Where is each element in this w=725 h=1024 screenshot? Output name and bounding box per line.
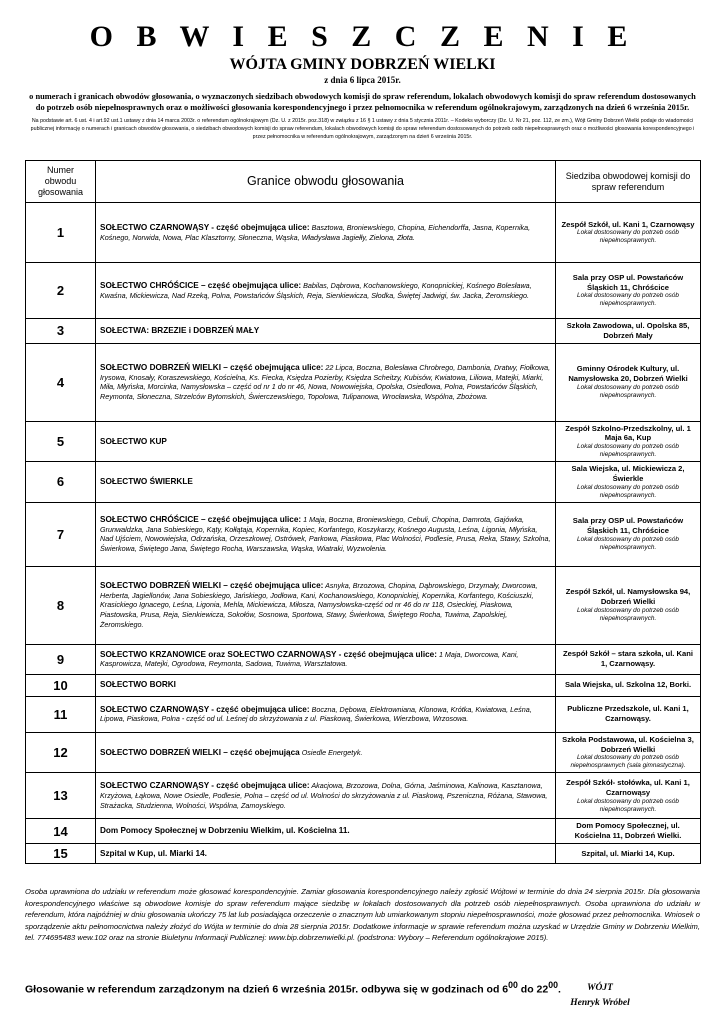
table-row [26, 203, 701, 263]
district-number: 2 [26, 263, 96, 319]
district-lead: SOŁECTWO DOBRZEŃ WIELKI – część obejmująca ulice: [100, 362, 324, 372]
table-row [26, 843, 701, 863]
district-boundaries [96, 819, 556, 844]
seat-address: Sala przy OSP ul. Powstańców Śląskich 11, Chróścice [572, 516, 684, 536]
district-lead: SOŁECTWO CZARNOWĄSY - część obejmująca ulice: [100, 781, 310, 791]
document-intro: o numerach i granicach obwodów głosowania, o wyznaczonych siedzibach obwodowych komisji do spraw referendum, lokalach obwodowych komisji do spraw referendum dostosowanych do potrzeb osób niepełnosprawnych oraz o możliwości głosowania korespondencyjnego i przez pełnomocnika w referendum ogólnokrajowym, zarządzonych na dzień 6 września 2015r. [29, 92, 696, 112]
voting-hours-to-minutes: 00 [548, 980, 558, 990]
voting-hours [25, 979, 605, 997]
commission-seat [556, 502, 701, 566]
district-boundaries [96, 462, 556, 503]
district-streets: Basztowa, Broniewskiego, Chopina, Eichendorffa, Jasna, Kopernika, Kośnego, Norwida, Nowa, Plac Klasztorny, Słoneczna, Wąska, Władysława Jagiełły, Zielona, Złota. [100, 222, 531, 242]
seat-address: Szkoła Podstawowa, ul. Kościelna 3, Dobrzeń Wielki [562, 734, 694, 754]
district-streets: 1 Maja, Boczna, Broniewskiego, Cebuli, Chopina, Damrota, Gajówka, Grunwaldzka, Jana Sobieskiego, Kąty, Kołłątaja, Kopernika, Kopiec, Korfantego, Koszykarzy, Kośnego Augusta, Leśna, Ligonia, Młyńska, Nad Ujściem, Nowowiejska, Odrzańska, Orzeszkowej, Ostrówek, Parkowa, Piaskowa, Plac Wolności, Podlesie, Prusa, Reka, Stawy, Szkolna, Świerkowa, Świętego Jana, Świętego Rocha, Warszawska, Wąska, Wiatraki, Wyzwolenia. [100, 515, 551, 553]
voting-hours-text: Głosowanie w referendum zarządzonym na dzień 6 września 2015r. odbywa się w godzinach od 6 [25, 983, 509, 996]
voting-districts-table [25, 160, 701, 864]
district-number: 10 [26, 674, 96, 696]
footnote: Osoba uprawniona do udziału w referendum może głosować korespondencyjnie. Zamiar głosowania korespondencyjnego należy zgłosić Wójtowi w terminie do dnia 24 sierpnia 2015r. Dla głosowania korespondencyjnego właściwe są obwodowe komisje do spraw referendum mające siedzibę w lokalach dostosowanych dla potrzeb osób niepełnosprawnych. Osoba uprawniona do udziału w referendum, która najpóźniej w dniu głosowania ukończy 75 lat lub posiadająca orzeczenie o znacznym lub umiarkowanym stopniu niepełnosprawności, może głosować przez pełnomocnika. Wniosek o sporządzenie aktu pełnomocnictwa należy złożyć do Wójta w terminie do dnia 28 sierpnia 2015r. Dodatkowe informacje w sprawie referendum można uzyskać w Urzędzie Gminy w Dobrzeniu Wielkim, tel. 774695483 wew.102 oraz na stronie Biuletynu Informacji Publicznej: www.bip.dobrzenwielki.pl. (podstrona: Wybory – Referendum ogólnokrajowe 2015). [25, 887, 700, 942]
voting-hours-from-minutes: 00 [508, 980, 518, 990]
seat-address: Szkoła Zawodowa, ul. Opolska 85, Dobrzeń Mały [566, 321, 690, 340]
district-boundaries [96, 502, 556, 566]
district-lead: SOŁECTWO DOBRZEŃ WIELKI – część obejmująca ulice: [100, 581, 324, 591]
accessibility-note: Lokal dostosowany do potrzeb osób niepełnosprawnych. [577, 607, 679, 623]
voting-hours-end: . [557, 983, 561, 996]
district-boundaries [96, 203, 556, 263]
district-boundaries [96, 566, 556, 644]
district-lead: SOŁECTWO CZARNOWĄSY - część obejmująca ulice: [100, 222, 310, 232]
seat-address: Sala Wiejska, ul. Mickiewicza 2, Świerkle [571, 464, 685, 483]
district-streets: 1 Maja, Dworcowa, Kani, Kasprowicza, Matejki, Ogrodowa, Reymonta, Sadowa, Tuwima, Warsztatowa. [100, 649, 519, 669]
signature-role: WÓJT [587, 983, 613, 993]
district-streets: Boczna, Dębowa, Elektrowniana, Klonowa, Krótka, Kwiatowa, Leśna, Lipowa, Piaskowa, Polna - część od ul. Leśnej do skrzyżowania z ul. Piaskową, Świerkowa, Wierzbowa, Wrzosowa. [100, 704, 532, 724]
voting-hours-mid: do 22 [517, 983, 549, 996]
header-area: Granice obwodu głosowania [96, 161, 556, 203]
commission-seat [556, 696, 701, 732]
seat-address: Zespół Szkół, ul. Namysłowska 94, Dobrzeń Wielki [565, 587, 691, 607]
seat-address: Dom Pomocy Społecznej, ul. Kościelna 11, Dobrzeń Wielki. [574, 821, 682, 841]
table-row [26, 421, 701, 462]
commission-seat [556, 343, 701, 421]
district-number: 14 [26, 819, 96, 844]
header-seat: Siedziba obwodowej komisji do spraw referendum [556, 161, 701, 203]
commission-seat [556, 773, 701, 819]
district-lead: SOŁECTWO CHRÓŚCICE – część obejmująca ulice: [100, 280, 302, 290]
commission-seat [556, 674, 701, 696]
commission-seat [556, 819, 701, 844]
district-lead: SOŁECTWO KUP [100, 436, 167, 446]
table-header-row [26, 161, 701, 203]
seat-address: Publiczne Przedszkole, ul. Kani 1, Czarnowąsy. [567, 704, 689, 724]
commission-seat [556, 263, 701, 319]
district-lead: Dom Pomocy Społecznej w Dobrzeniu Wielkim, ul. Kościelna 11. [100, 826, 350, 836]
accessibility-note: Lokal dostosowany do potrzeb osób niepełnosprawnych. [577, 443, 679, 459]
seat-address: Gminny Ośrodek Kultury, ul. Namysłowska 20, Dobrzeń Wielki [568, 364, 688, 384]
district-boundaries [96, 421, 556, 462]
district-lead: SOŁECTWO ŚWIERKLE [100, 477, 193, 487]
table-row [26, 674, 701, 696]
accessibility-note: Lokal dostosowany do potrzeb osób niepełnosprawnych (sala gimnastyczna). [570, 754, 686, 770]
commission-seat [556, 566, 701, 644]
district-lead: SOŁECTWA: BRZEZIE i DOBRZEŃ MAŁY [100, 326, 260, 335]
district-boundaries [96, 263, 556, 319]
table-row [26, 644, 701, 674]
district-lead: SOŁECTWO CHRÓŚCICE – część obejmująca ulice: [100, 515, 302, 525]
district-boundaries [96, 696, 556, 732]
district-boundaries [96, 674, 556, 696]
district-number: 5 [26, 421, 96, 462]
table-row [26, 773, 701, 819]
district-lead: SOŁECTWO CZARNOWĄSY - część obejmująca ulice: [100, 704, 310, 714]
seat-address: Sala przy OSP ul. Powstańców Śląskich 11, Chróścice [572, 272, 684, 292]
district-boundaries [96, 773, 556, 819]
district-streets: 22 Lipca, Boczna, Bolesława Chrobrego, Dambonia, Dratwy, Fiołkowa, Irysowa, Knosały, Koraszewskiego, Kościelna, Ks. Fiecka, Księdza Pozierby, Księdza Scheitzy, Kubisów, Kwiatowa, Liliowa, Matejki, Miarki, Miła, Młyńska, Morcinka, Namysłowska – część od nr 1 do nr 46, Nowa, Nowowiejska, Opolska, Osiedlowa, Polna, Powstańców Śląskich, Reymonta, Słoneczna, Strzelców Bytomskich, Świerczewskiego, Topolowa, Tulipanowa, Wrocławska, Wspólna, Zbożowa. [100, 362, 551, 401]
district-streets: Osiedle Energetyk. [301, 747, 363, 757]
legal-basis: Na podstawie art. 6 ust. 4 i art.92 ust.1 ustawy z dnia 14 marca 2003r. o referendum ogólnokrajowym (Dz. U. z 2015r. poz.318) w związku z 16 § 1 ustawy z dnia 5 stycznia 2011r. – Kodeks wyborczy (Dz. U. Nr 21, poz. 112, ze zm.), Wójt Gminy Dobrzeń Wielki podaje do wiadomości publicznej informację o numerach i granicach obwodów głosowania, o siedzibach obwodowych komisji do spraw referendum, lokalach obwodowych komisji do spraw referendum dostosowanych do potrzeb osób niepełnosprawnych oraz o możliwości głosowania korespondencyjnego i przez pełnomocnika w referendum ogólnokrajowym, zarządzonym na dzień 6 września 2015r. [30, 118, 695, 140]
district-boundaries [96, 319, 556, 344]
seat-address: Zespół Szkół, ul. Kani 1, Czarnowąsy [561, 219, 695, 229]
district-number: 4 [26, 343, 96, 421]
table-row [26, 819, 701, 844]
commission-seat [556, 732, 701, 773]
accessibility-note: Lokal dostosowany do potrzeb osób niepełnosprawnych. [577, 536, 679, 552]
signature-name: Henryk Wróbel [570, 998, 630, 1008]
table-row [26, 319, 701, 344]
commission-seat [556, 421, 701, 462]
district-number: 8 [26, 566, 96, 644]
district-number: 3 [26, 319, 96, 344]
district-streets: Babilas, Dąbrowa, Kochanowskiego, Konopnickiej, Kośnego Bolesława, Kwaśna, Mickiewicza, Nad Rzeką, Polna, Powstańców Śląskich, Reja, Sienkiewicza, Słodka, Świętej Jadwigi, św. Jacka, Żeromskiego. [100, 280, 532, 300]
district-number: 7 [26, 502, 96, 566]
table-row [26, 462, 701, 503]
district-number: 6 [26, 462, 96, 503]
district-number: 9 [26, 644, 96, 674]
district-lead: SOŁECTWO KRZANOWICE oraz SOŁECTWO CZARNOWĄSY - część obejmująca ulice: [100, 649, 437, 659]
commission-seat [556, 843, 701, 863]
document-date: z dnia 6 lipca 2015r. [324, 75, 401, 85]
table-row [26, 343, 701, 421]
table-row [26, 502, 701, 566]
commission-seat [556, 319, 701, 344]
accessibility-note: Lokal dostosowany do potrzeb osób niepełnosprawnych. [577, 292, 679, 308]
seat-address: Sala Wiejska, ul. Szkolna 12, Borki. [564, 680, 692, 690]
accessibility-note: Lokal dostosowany do potrzeb osób niepełnosprawnych. [577, 383, 679, 399]
district-streets: Akacjowa, Brzozowa, Dolna, Górna, Jaśminowa, Kalinowa, Kasztanowa, Krzyżowa, Łąkowa, Nowe Osiedle, Podlesie, Polna – część od ul. Wolności do skrzyżowania z ul. Piaskową, Pszeniczna, Różana, Stawowa, Strażacka, Studzienna, Wolności, Wspólna, Zamoyskiego. [100, 781, 548, 810]
seat-address: Zespół Szkół- stołówka, ul. Kani 1, Czarnowąsy [566, 778, 690, 797]
district-boundaries [96, 343, 556, 421]
district-number: 13 [26, 773, 96, 819]
accessibility-note: Lokal dostosowany do potrzeb osób niepełnosprawnych. [577, 229, 679, 245]
table-row [26, 696, 701, 732]
table-row [26, 566, 701, 644]
commission-seat [556, 203, 701, 263]
district-boundaries [96, 644, 556, 674]
header-number: Numer obwodu głosowania [26, 161, 96, 203]
table-row [26, 263, 701, 319]
district-lead: Szpital w Kup, ul. Miarki 14. [100, 848, 207, 858]
district-streets: Asnyka, Brzozowa, Chopina, Dąbrowskiego, Drzymały, Dworcowa, Herberta, Jagiellonów, Jana Sobieskiego, Jańskiego, Jodłowa, Kani, Kochanowskiego, Konopnickiej, Kopernika, Korfantego, Kościuszki, Krasickiego Ignacego, Leśna, Ligonia, Mehla, Mickiewicza, Miłosza, Namysłowska-część od nr 46 do nr 118, Osieckiej, Piaskowa, Piastowska, Prusa, Reja, Sienkiewicza, Sokołów, Sosnowa, Sportowa, Stawy, Świerkowa, Świętego Rocha, Tuwima, Zapolskiej, Żeromskiego. [100, 581, 538, 629]
commission-seat [556, 644, 701, 674]
district-number: 1 [26, 203, 96, 263]
signature-block [545, 981, 655, 1011]
district-boundaries [96, 843, 556, 863]
district-boundaries [96, 732, 556, 773]
district-number: 15 [26, 843, 96, 863]
district-number: 11 [26, 696, 96, 732]
accessibility-note: Lokal dostosowany do potrzeb osób niepełnosprawnych. [577, 797, 679, 813]
seat-address: Zespół Szkół – stara szkoła, ul. Kani 1, Czarnowąsy. [563, 649, 693, 669]
district-lead: SOŁECTWO BORKI [100, 680, 176, 690]
table-row [26, 732, 701, 773]
document-subtitle: WÓJTA GMINY DOBRZEŃ WIELKI [229, 56, 496, 73]
district-lead: SOŁECTWO DOBRZEŃ WIELKI – część obejmująca [100, 747, 300, 757]
district-number: 12 [26, 732, 96, 773]
accessibility-note: Lokal dostosowany do potrzeb osób niepełnosprawnych. [577, 483, 679, 499]
seat-address: Zespół Szkolno-Przedszkolny, ul. 1 Maja 6a, Kup [565, 423, 691, 443]
commission-seat [556, 462, 701, 503]
document-title: O B W I E S Z C Z E N I E [89, 20, 636, 53]
seat-address: Szpital, ul. Miarki 14, Kup. [581, 848, 675, 858]
